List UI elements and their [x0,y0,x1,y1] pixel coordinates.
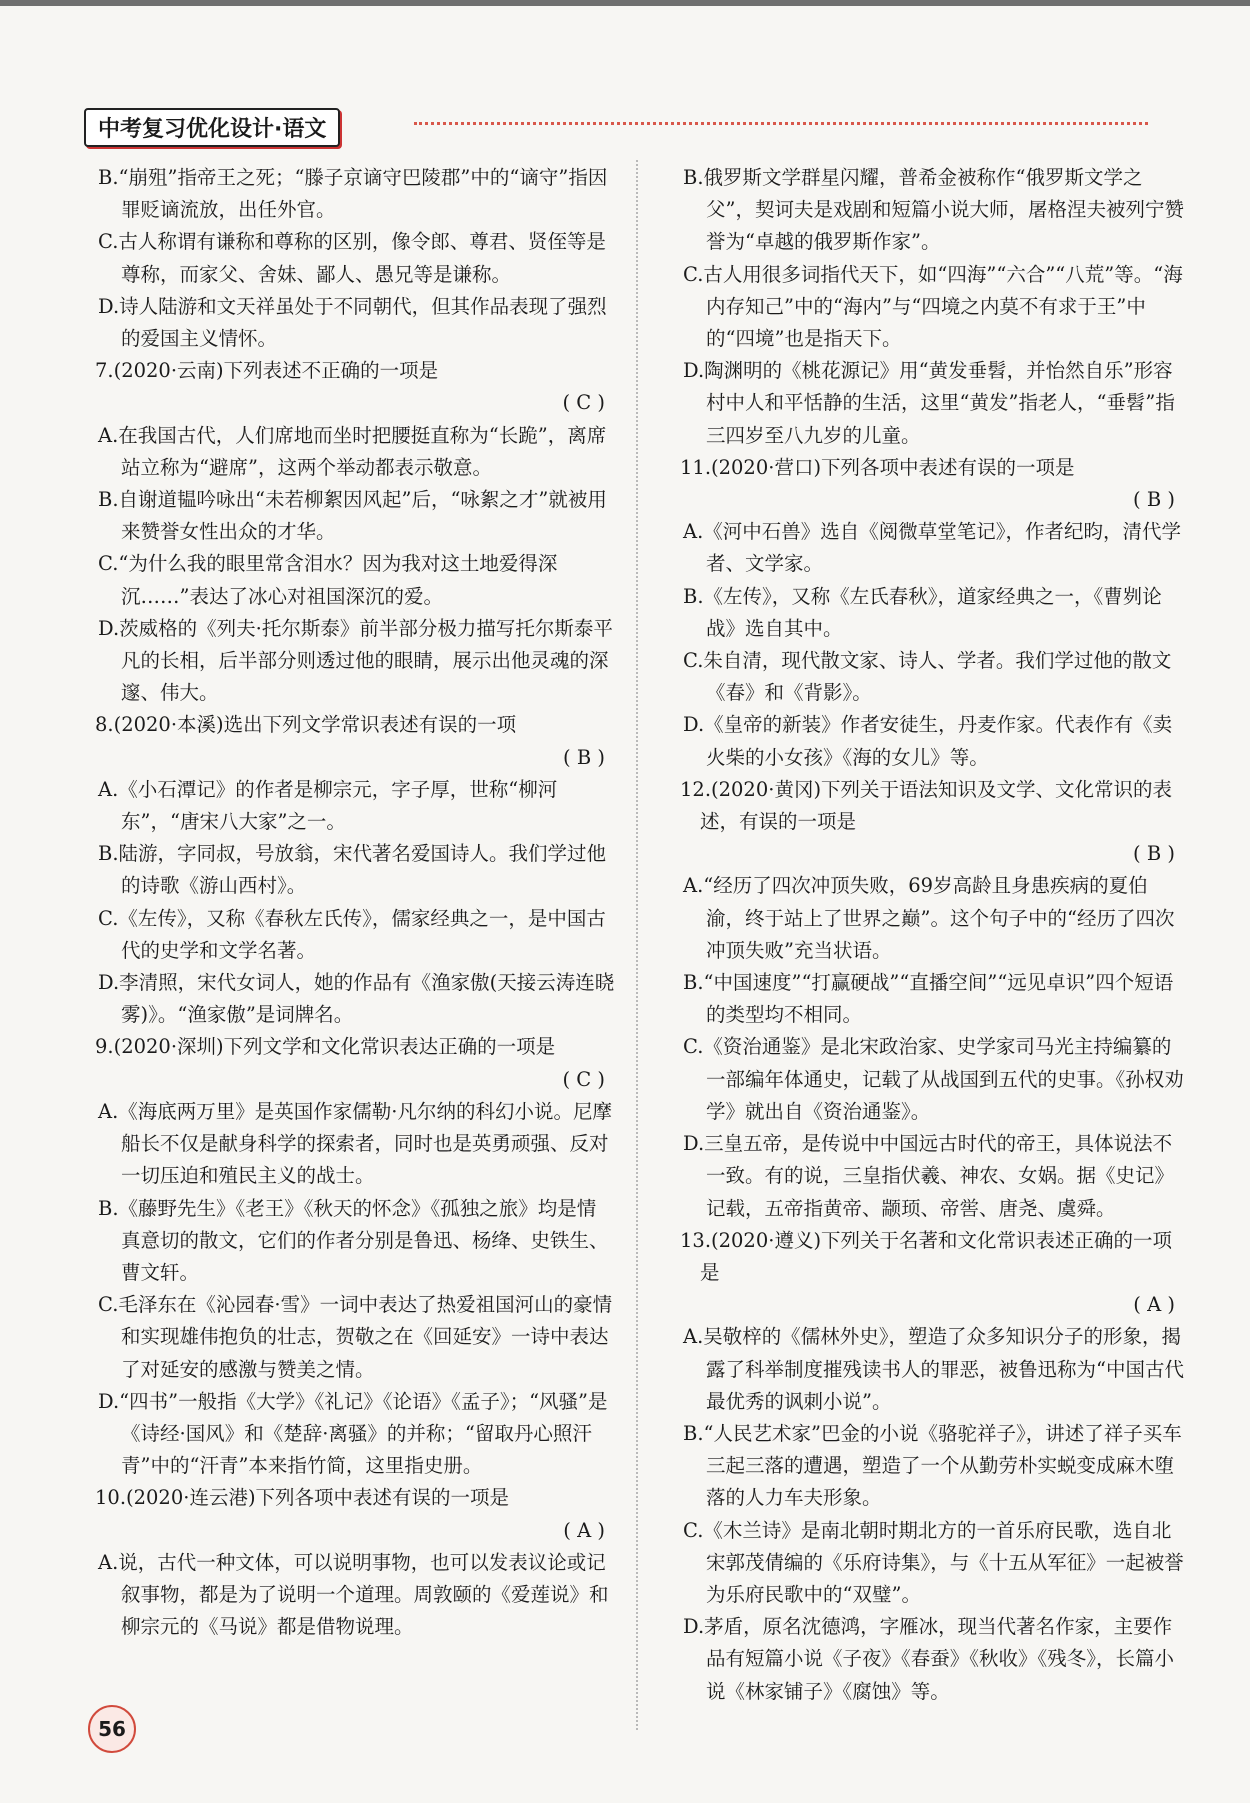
option-text: A.《海底两万里》是英国作家儒勒·凡尔纳的科幻小说。尼摩船长不仅是献身科学的探索者，同时也是英勇顽强、反对一切压迫和殖民主义的战士。 [98,1099,612,1188]
option-text: D.《皇帝的新装》作者安徒生，丹麦作家。代表作有《卖火柴的小女孩》《海的女儿》等。 [683,713,1173,769]
answer-mark: ( A ) [1133,1293,1175,1317]
option-text: C.毛泽东在《沁园春·雪》一词中表达了热爱祖国河山的豪情和实现雄伟抱负的壮志，贺敬之在《回延安》一诗中表达了对延安的感激与赞美之情。 [98,1293,613,1381]
option-text: C.《木兰诗》是南北朝时期北方的一首乐府民歌，选自北宋郭茂倩编的《乐府诗集》，与《十五从军征》一起被誉为乐府民歌中的“双璧”。 [683,1518,1184,1606]
option-text: A.在我国古代，人们席地而坐时把腰挺直称为“长跪”，离席站立称为“避席”，这两个举动都表示敬意。 [98,423,607,479]
option-text: B.俄罗斯文学群星闪耀，普希金被称作“俄罗斯文学之父”，契诃夫是戏剧和短篇小说大师，屠格涅夫被列宁赞誉为“卓越的俄罗斯作家”。 [683,166,1184,254]
option-text: A.《河中石兽》选自《阅微草堂笔记》，作者纪昀，清代学者、文学家。 [683,520,1182,576]
option-text: A.说，古代一种文体，可以说明事物，也可以发表议论或记叙事物，都是为了说明一个道理。周敦颐的《爱莲说》和柳宗元的《马说》都是借物说理。 [98,1550,609,1639]
left-column [95,162,615,1643]
right-column [680,162,1185,1708]
option-text: A.“经历了四次冲顶失败，69岁高龄且身患疾病的夏伯渝，终于站上了世界之巅”。这个句子中的“经历了四次冲顶失败”充当状语。 [683,874,1175,962]
question-stem [95,1482,615,1546]
header-title: 中考复习优化设计·语文 [84,108,340,147]
option-text: D.李清照，宋代女词人，她的作品有《渔家傲(天接云涛连晓雾)》。“渔家傲”是词牌名。 [98,971,615,1027]
option-text: B.“崩殂”指帝王之死；“滕子京谪守巴陵郡”中的“谪守”指因罪贬谪流放，出任外官。 [98,166,608,222]
option-text: B.自谢道韫吟咏出“未若柳絮因风起”后，“咏絮之才”就被用来赞誉女性出众的才华。 [98,488,607,544]
page-number: 56 [88,1705,136,1753]
option-text: C.朱自清，现代散文家、诗人、学者。我们学过他的散文《春》和《背影》。 [683,649,1172,705]
question-stem [680,452,1185,516]
question-stem [95,1031,615,1095]
question-stem-text: 8.(2020·本溪)选出下列文学常识表述有误的一项 [95,713,517,737]
option-text: B.“中国速度”“打赢硬战”“直播空间”“远见卓识”四个短语的类型均不相同。 [683,971,1174,1027]
column-divider [636,160,638,1730]
answer-mark: ( C ) [562,391,605,415]
option-text: C.《左传》，又称《春秋左氏传》，儒家经典之一，是中国古代的史学和文学名著。 [98,906,606,962]
option-text: C.“为什么我的眼里常含泪水？因为我对这土地爱得深沉……”表达了冰心对祖国深沉的爱。 [98,552,558,608]
question-stem-text: 7.(2020·云南)下列表述不正确的一项是 [95,359,439,383]
answer-mark: ( B ) [563,745,605,769]
question-stem [95,709,615,773]
question-stem-text: 13.(2020·遵义)下列关于名著和文化常识表述正确的一项是 [680,1228,1173,1284]
question-stem-text: 12.(2020·黄冈)下列关于语法知识及文学、文化常识的表述，有误的一项是 [680,777,1173,834]
answer-mark: ( C ) [562,1067,605,1091]
option-text: B.“人民艺术家”巴金的小说《骆驼祥子》，讲述了祥子买车三起三落的遭遇，塑造了一个从勤劳朴实蜕变成麻木堕落的人力车夫形象。 [683,1421,1182,1510]
answer-mark: ( A ) [563,1518,605,1542]
question-stem [680,1225,1185,1322]
option-text: D.陶渊明的《桃花源记》用“黄发垂髫，并怡然自乐”形容村中人和平恬静的生活，这里“黄发”指老人，“垂髫”指三四岁至八九岁的儿童。 [683,359,1175,447]
option-text: B.陆游，字同叔，号放翁，宋代著名爱国诗人。我们学过他的诗歌《游山西村》。 [98,842,607,898]
top-border [0,0,1250,6]
option-text: A.《小石潭记》的作者是柳宗元，字子厚，世称“柳河东”，“唐宋八大家”之一。 [98,777,558,834]
question-stem [680,774,1185,871]
question-stem [95,355,615,419]
option-text: D.诗人陆游和文天祥虽处于不同朝代，但其作品表现了强烈的爱国主义情怀。 [98,294,607,351]
option-text: D.茨威格的《列夫·托尔斯泰》前半部分极力描写托尔斯泰平凡的长相，后半部分则透过他的眼睛，展示出他灵魂的深邃、伟大。 [98,616,613,705]
answer-mark: ( B ) [1133,488,1175,512]
option-text: C.古人用很多词指代天下，如“四海”“六合”“八荒”等。“海内存知己”中的“海内”与“四境之内莫不有求于王”中的“四境”也是指天下。 [683,262,1183,351]
page-header [84,108,340,146]
option-text: B.《藤野先生》《老王》《秋天的怀念》《孤独之旅》均是情真意切的散文，它们的作者分别是鲁迅、杨绛、史铁生、曹文轩。 [98,1196,609,1284]
question-stem-text: 11.(2020·营口)下列各项中表述有误的一项是 [680,455,1075,479]
option-text: C.古人称谓有谦称和尊称的区别，像令郎、尊君、贤侄等是尊称，而家父、舍妹、鄙人、愚兄等是谦称。 [98,230,606,286]
question-stem-text: 10.(2020·连云港)下列各项中表述有误的一项是 [95,1486,510,1510]
option-text: D.“四书”一般指《大学》《礼记》《论语》《孟子》；“风骚”是《诗经·国风》和《楚辞·离骚》的并称；“留取丹心照汗青”中的“汗青”本来指竹简，这里指史册。 [98,1389,608,1478]
answer-mark: ( B ) [1133,842,1175,866]
option-text: B.《左传》，又称《左氏春秋》，道家经典之一，《曹刿论战》选自其中。 [683,584,1162,640]
option-text: C.《资治通鉴》是北宋政治家、史学家司马光主持编纂的一部编年体通史，记载了从战国到五代的史事。《孙权劝学》就出自《资治通鉴》。 [683,1035,1184,1123]
option-text: A.吴敬梓的《儒林外史》，塑造了众多知识分子的形象，揭露了科举制度摧残读书人的罪恶，被鲁迅称为“中国古代最优秀的讽刺小说”。 [683,1325,1184,1413]
option-text: D.三皇五帝，是传说中中国远古时代的帝王，具体说法不一致。有的说，三皇指伏羲、神农、女娲。据《史记》记载，五帝指黄帝、颛顼、帝喾、唐尧、虞舜。 [683,1132,1175,1220]
option-text: D.茅盾，原名沈德鸿，字雁冰，现当代著名作家，主要作品有短篇小说《子夜》《春蚕》《秋收》《残冬》，长篇小说《林家铺子》《腐蚀》等。 [683,1615,1175,1703]
header-dotted-rule [414,122,1148,125]
question-stem-text: 9.(2020·深圳)下列文学和文化常识表达正确的一项是 [95,1035,556,1059]
